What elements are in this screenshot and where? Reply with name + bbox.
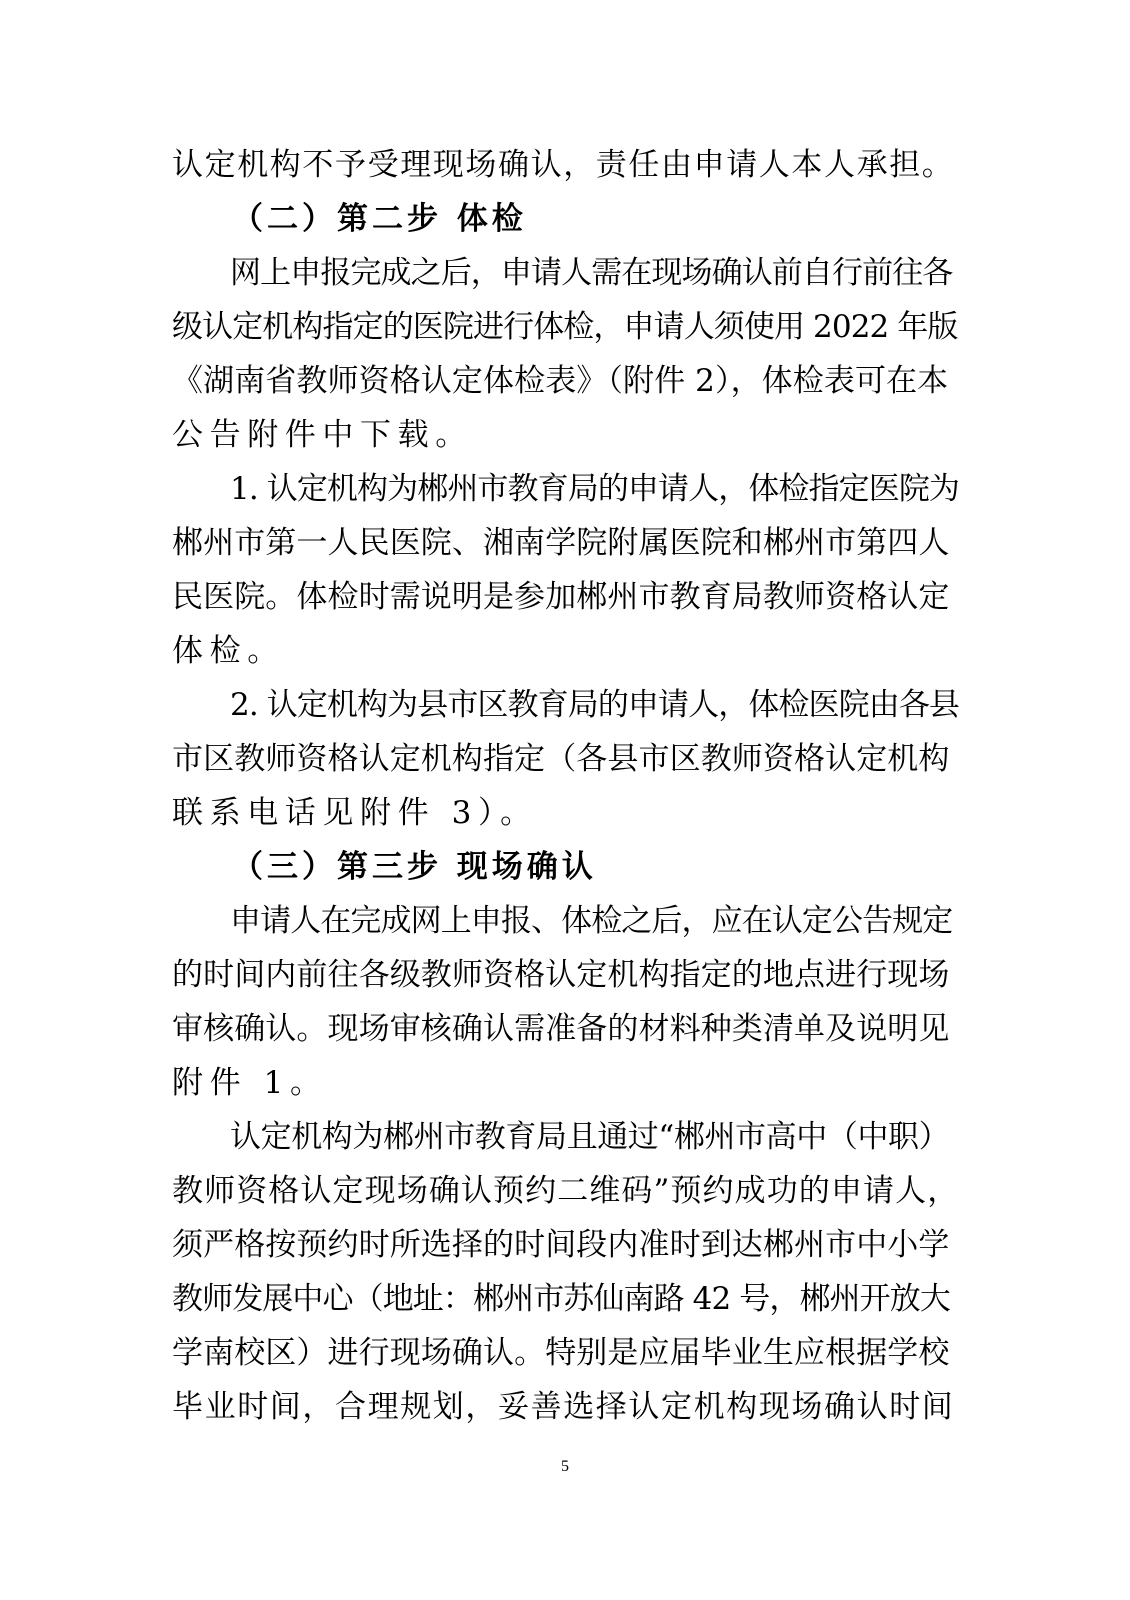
list-item-line: 联系电话见附件 3）。 [172,795,538,831]
paragraph-line: 申请人在完成网上申报、体检之后，应在认定公告规定 [230,903,953,939]
paragraph-line: 网上申报完成之后，申请人需在现场确认前自行前往各 [230,255,953,291]
list-item-line: 郴州市第一人民医院、湘南学院附属医院和郴州市第四人 [172,525,950,561]
section-heading-step-three: （三）第三步 现场确认 [232,849,597,885]
paragraph-line: 公告附件中下载。 [172,417,473,453]
paragraph-line: 的时间内前往各级教师资格认定机构指定的地点进行现场 [172,957,950,993]
paragraph-line: 学南校区）进行现场确认。特别是应届毕业生应根据学校 [172,1335,950,1371]
section-heading-step-two: （二）第二步 体检 [232,201,527,237]
list-item-line: 2. 认定机构为县市区教育局的申请人，体检医院由各县 [230,687,960,723]
paragraph-line: 认定机构为郴州市教育局且通过“郴州市高中（中职） [230,1119,950,1155]
list-item-line: 民医院。体检时需说明是参加郴州市教育局教师资格认定 [172,579,950,615]
paragraph-line: 《湖南省教师资格认定体检表》（附件 2），体检表可在本 [172,363,949,399]
page-number: 5 [561,1458,569,1475]
paragraph-line: 教师发展中心（地址：郴州市苏仙南路 42 号，郴州开放大 [172,1281,950,1317]
list-item-line: 体检。 [172,633,285,669]
paragraph-line: 须严格按预约时所选择的时间段内准时到达郴州市中小学 [172,1227,950,1263]
paragraph-line: 级认定机构指定的医院进行体检，申请人须使用 2022 年版 [172,309,958,345]
paragraph-line: 审核确认。现场审核确认需准备的材料种类清单及说明见 [172,1011,950,1047]
list-item-line: 1. 认定机构为郴州市教育局的申请人，体检指定医院为 [230,471,960,507]
paragraph-line: 毕业时间，合理规划，妥善选择认定机构现场确认时间 [172,1389,955,1425]
list-item-line: 市区教师资格认定机构指定（各县市区教师资格认定机构 [172,741,950,777]
paragraph-line: 教师资格认定现场确认预约二维码”预约成功的申请人， [172,1173,960,1209]
paragraph-line: 附件 1。 [172,1065,328,1101]
paragraph-line: 认定机构不予受理现场确认，责任由申请人本人承担。 [172,147,955,183]
